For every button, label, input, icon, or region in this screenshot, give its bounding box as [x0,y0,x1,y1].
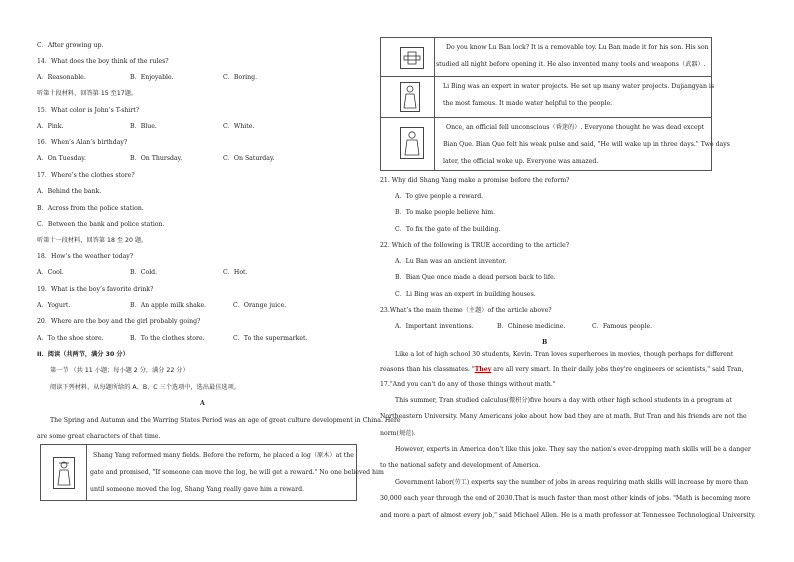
q21-option-a: A．To give people a reward. [395,193,484,200]
q20-text: 20．Where are the boy and the girl probably going? [37,318,201,325]
shang-yang-line-1: Shang Yang reformed many fields. Before the reform, he placed a log（原木）at the [93,452,354,459]
b-p4-line-3: and more a part of almost every job," said Michael Allen. He is a math professor at Tennessee Technological University. [380,512,756,519]
section-2-heading: II．阅读（共两节，满分 30 分） [37,351,129,358]
li-bing-line-2: the most famous. It made water helpful to the people. [443,100,613,107]
passage-a-intro-line-2: are some great characters of that time. [37,433,161,440]
b-p1-line-2b: are all very smart. In their daily jobs they're engineers or scientists," said Tran, [491,366,744,373]
shang-yang-line-2: gate and promised, "If someone can move the log, he will get a reward." No one believed him [90,469,384,476]
passage-a-label: A [200,400,205,407]
lu-ban-lock-icon [400,47,424,69]
li-bing-line-1: Li Bing was an expert in water projects. He set up many water projects. Dujiangyan is [443,83,715,90]
b-p1-line-1: Like a lot of high school 30 students, Kevin. Tran loves superheroes in movies, though perhaps for different [395,351,734,358]
q17-option-b: B．Across from the police station. [37,205,144,212]
shang-yang-box [40,444,384,501]
q21-option-c: C．To fix the gate of the building. [395,226,501,233]
passage-a-intro-line-1: The Spring and Autumn and the Warring States Period was an age of great culture development in China. Here [50,417,401,424]
q16-option-c: C．On Saturday. [223,155,275,162]
characters-table [380,37,730,171]
q18-option-a: A．Cool. [37,269,64,276]
q16-text: 16．When’s Alan’s birthday? [37,139,128,146]
q22-text: 22. Which of the following is TRUE according to the article? [380,242,570,249]
q23-text: 23.What’s the main theme（主题）of the article above? [380,307,552,314]
q17-option-a: A．Behind the bank. [37,188,102,195]
q16-option-a: A．On Tuesday. [37,155,86,162]
b-p1-line-3: 17."And you can't do any of those things without math." [380,381,556,388]
q15-option-b: B．Blue. [130,123,157,130]
li-bing-figure-icon [400,82,420,112]
part-1-instruction: 阅读下列材料，从每题所给的 A、B、C 三个选项中，选出最佳选项。 [50,384,240,391]
q23-option-a: A．Important inventions. [395,323,474,330]
q23-option-c: C．Famous people. [592,323,653,330]
q20-option-a: A．To the shoe store. [37,335,104,342]
b-p2-line-1: This summer, Tran studied calculus(微积分)five hours a day with other high school students in a program at [395,397,732,404]
q20-option-c: C．To the supermarket. [233,335,308,342]
q19-option-b: B．An apple milk shake. [130,302,207,309]
q18-option-b: B．Cold. [130,269,158,276]
q17-option-c: C．Between the bank and police station. [37,221,165,228]
q13-option-c: C．After growing up. [37,42,104,49]
b-p4-line-1: Government labor(劳工) experts say the number of jobs in areas requiring math skills will increase by more than [395,479,749,486]
lu-ban-line-1: Do you know Lu Ban lock? It is a removable toy. Lu Ban made it for his son. His son [446,44,709,51]
instruction-11: 听第十一段材料，回答第 18 至 20 题。 [37,237,148,244]
bian-que-line-3: later, the official woke up. Everyone was amazed. [443,158,599,165]
bian-que-line-2: Bian Que. Bian Que felt his weak pulse and said, "He will wake up in three days." Two days [443,141,730,148]
b-p2-line-2: Northeastern University. Many Americans joke about how bad they are at math. But Tran and his friends are not the [380,413,747,420]
shang-yang-line-3: until someone moved the log, Shang Yang really gave him a reward. [90,486,305,493]
q23-option-b: B．Chinese medicine. [497,323,566,330]
q14-text: 14．What does the boy think of the rules? [37,58,169,65]
q21-text: 21. Why did Shang Yang make a promise before the reform? [380,177,570,184]
q21-option-b: B．To make people believe him. [395,209,496,216]
q18-option-c: C．Hot. [223,269,248,276]
passage-b-label: B [542,339,548,346]
q20-option-b: B．To the clothes store. [130,335,205,342]
q18-text: 18．How’s the weather today? [37,253,134,260]
they-highlight: They [474,366,492,373]
q22-option-b: B．Bian Que once made a dead person back to life. [395,274,556,281]
b-p1-line-2 [380,367,744,373]
q14-option-a: A．Reasonable. [37,74,86,81]
b-p1-line-2a: reasons than his classmates. " [380,366,475,373]
q17-text: 17．Where’s the clothes store? [37,172,135,179]
q22-option-c: C．Li Bing was an expert in building houses. [395,291,536,298]
q16-option-b: B．On Thursday. [130,155,183,162]
shang-yang-figure-icon [53,457,75,489]
q19-option-a: A．Yogurt. [37,302,71,309]
bian-que-figure-icon [400,127,424,159]
q15-option-a: A．Pink. [37,123,64,130]
b-p2-line-3: norm(规范). [380,430,416,437]
part-1-heading: 第一节 （共 11 小题；每小题 2 分，满分 22 分） [50,367,189,374]
b-p4-line-2: 30,000 each year through the end of 2030.That is much faster than most other kinds of jobs. "Math is becoming more [380,495,751,502]
q14-option-c: C．Boring. [223,74,258,81]
q19-option-c: C．Orange juice. [233,302,287,309]
b-p3-line-1: However, experts in America don't like this joke. They say the nation's ever-dropping math skills will be a danger [395,446,751,453]
instruction-10: 听第十段材料，回答第 15 至17题。 [37,90,138,97]
q22-option-a: A．Lu Ban was an ancient inventor. [395,258,507,265]
lu-ban-line-2: studied all night before opening it. He also invented many tools and weapons（武器）. [436,61,706,68]
bian-que-line-1: Once, an official fell unconscious（昏迷的）. Everyone thought he was dead except [446,124,705,131]
q19-text: 19．What is the boy’s favorite drink? [37,286,154,293]
q15-option-c: C．White. [223,123,255,130]
b-p3-line-2: to the national safety and development of America. [380,462,541,469]
q15-text: 15．What color is John’s T-shirt? [37,107,140,114]
q14-option-b: B．Enjoyable. [130,74,174,81]
